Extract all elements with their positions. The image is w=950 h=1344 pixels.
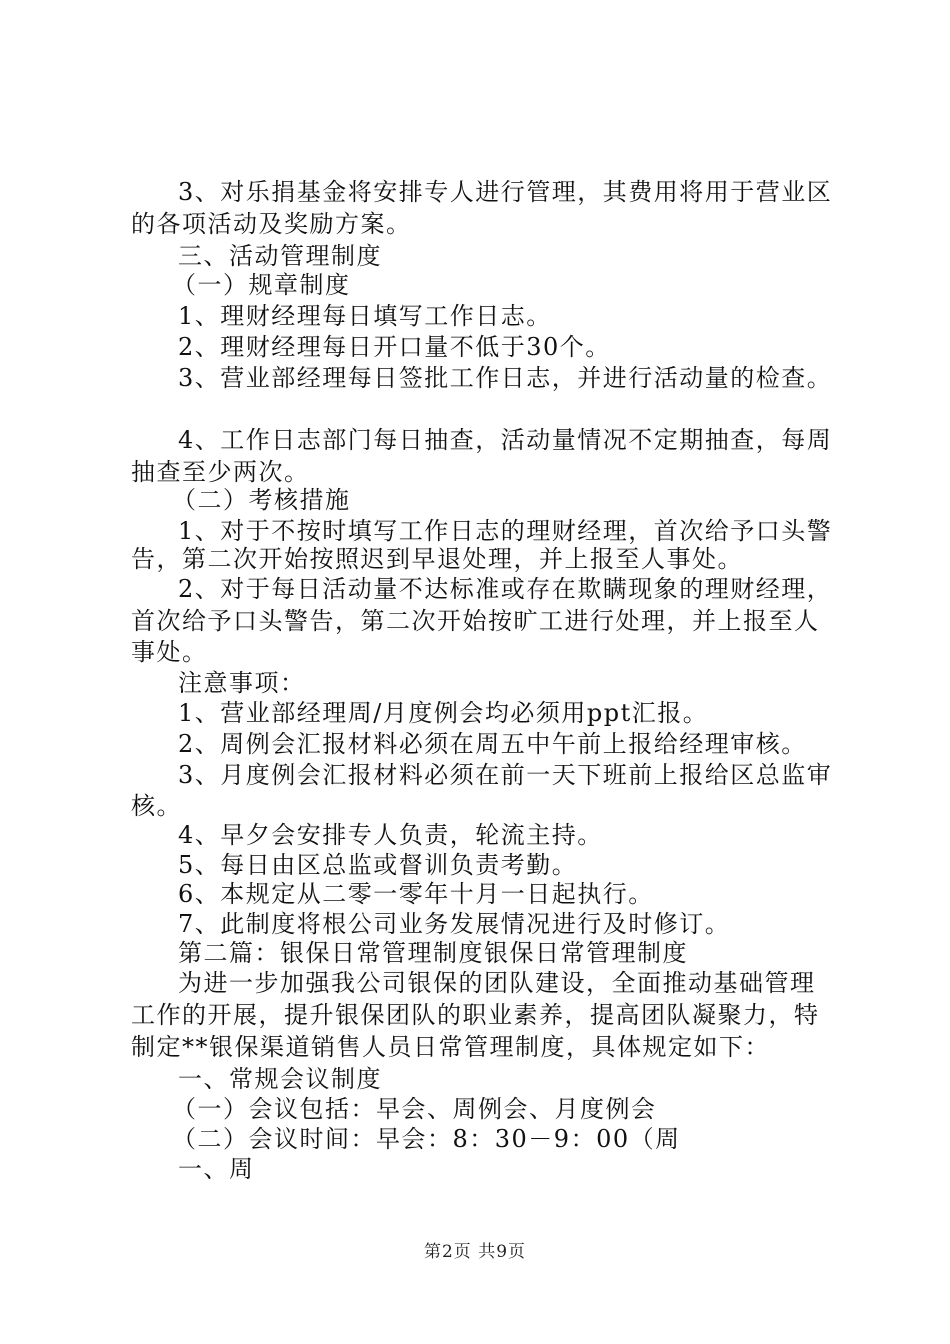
list-item: 3、月度例会汇报材料必须在前一天下班前上报给区总监审 (178, 761, 833, 789)
text-line: 首次给予口头警告，第二次开始按旷工进行处理，并上报至人 (131, 607, 820, 635)
subsection-heading: （一）会议包括：早会、周例会、月度例会 (172, 1095, 657, 1123)
text-line: 告，第二次开始按照迟到早退处理，并上报至人事处。 (131, 545, 743, 573)
subsection-heading: （一）规章制度 (172, 271, 351, 299)
subsection-heading: （二）会议时间：早会：8：30－9：00（周 (172, 1125, 681, 1153)
list-item: 1、对于不按时填写工作日志的理财经理，首次给予口头警 (178, 517, 833, 545)
list-item: 2、理财经理每日开口量不低于30个。 (178, 333, 611, 361)
text-line: 一、周 (178, 1155, 255, 1183)
page-footer: 第2页 共9页 (423, 1242, 527, 1262)
text-line: 抽查至少两次。 (131, 458, 310, 486)
list-item: 2、对于每日活动量不达标准或存在欺瞒现象的理财经理， (178, 575, 833, 603)
list-item: 4、工作日志部门每日抽查，活动量情况不定期抽查，每周 (178, 426, 833, 454)
section-heading: 一、常规会议制度 (178, 1065, 382, 1093)
list-item: 2、周例会汇报材料必须在周五中午前上报给经理审核。 (178, 730, 807, 758)
text-line: 核。 (131, 792, 182, 820)
list-item: 7、此制度将根公司业务发展情况进行及时修订。 (178, 910, 731, 938)
text-line: 的各项活动及奖励方案。 (131, 210, 412, 238)
notes-heading: 注意事项： (178, 669, 306, 697)
paragraph-line: 制定**银保渠道销售人员日常管理制度，具体规定如下： (131, 1033, 770, 1061)
list-item: 1、营业部经理周/月度例会均必须用ppt汇报。 (178, 699, 709, 727)
list-item: 6、本规定从二零一零年十月一日起执行。 (178, 880, 654, 908)
paragraph-line: 工作的开展，提升银保团队的职业素养，提高团队凝聚力，特 (131, 1001, 820, 1029)
list-item: 1、理财经理每日填写工作日志。 (178, 302, 552, 330)
paragraph-line: 为进一步加强我公司银保的团队建设，全面推动基础管理 (178, 969, 816, 997)
section-heading: 三、活动管理制度 (178, 242, 382, 270)
list-item: 5、每日由区总监或督训负责考勤。 (178, 851, 578, 879)
text-line: 事处。 (131, 638, 208, 666)
text-line: 3、对乐捐基金将安排专人进行管理，其费用将用于营业区 (178, 178, 833, 206)
list-item: 3、营业部经理每日签批工作日志，并进行活动量的检查。 (178, 364, 833, 392)
chapter-title: 第二篇：银保日常管理制度银保日常管理制度 (178, 939, 688, 967)
subsection-heading: （二）考核措施 (172, 486, 351, 514)
list-item: 4、早夕会安排专人负责，轮流主持。 (178, 821, 603, 849)
